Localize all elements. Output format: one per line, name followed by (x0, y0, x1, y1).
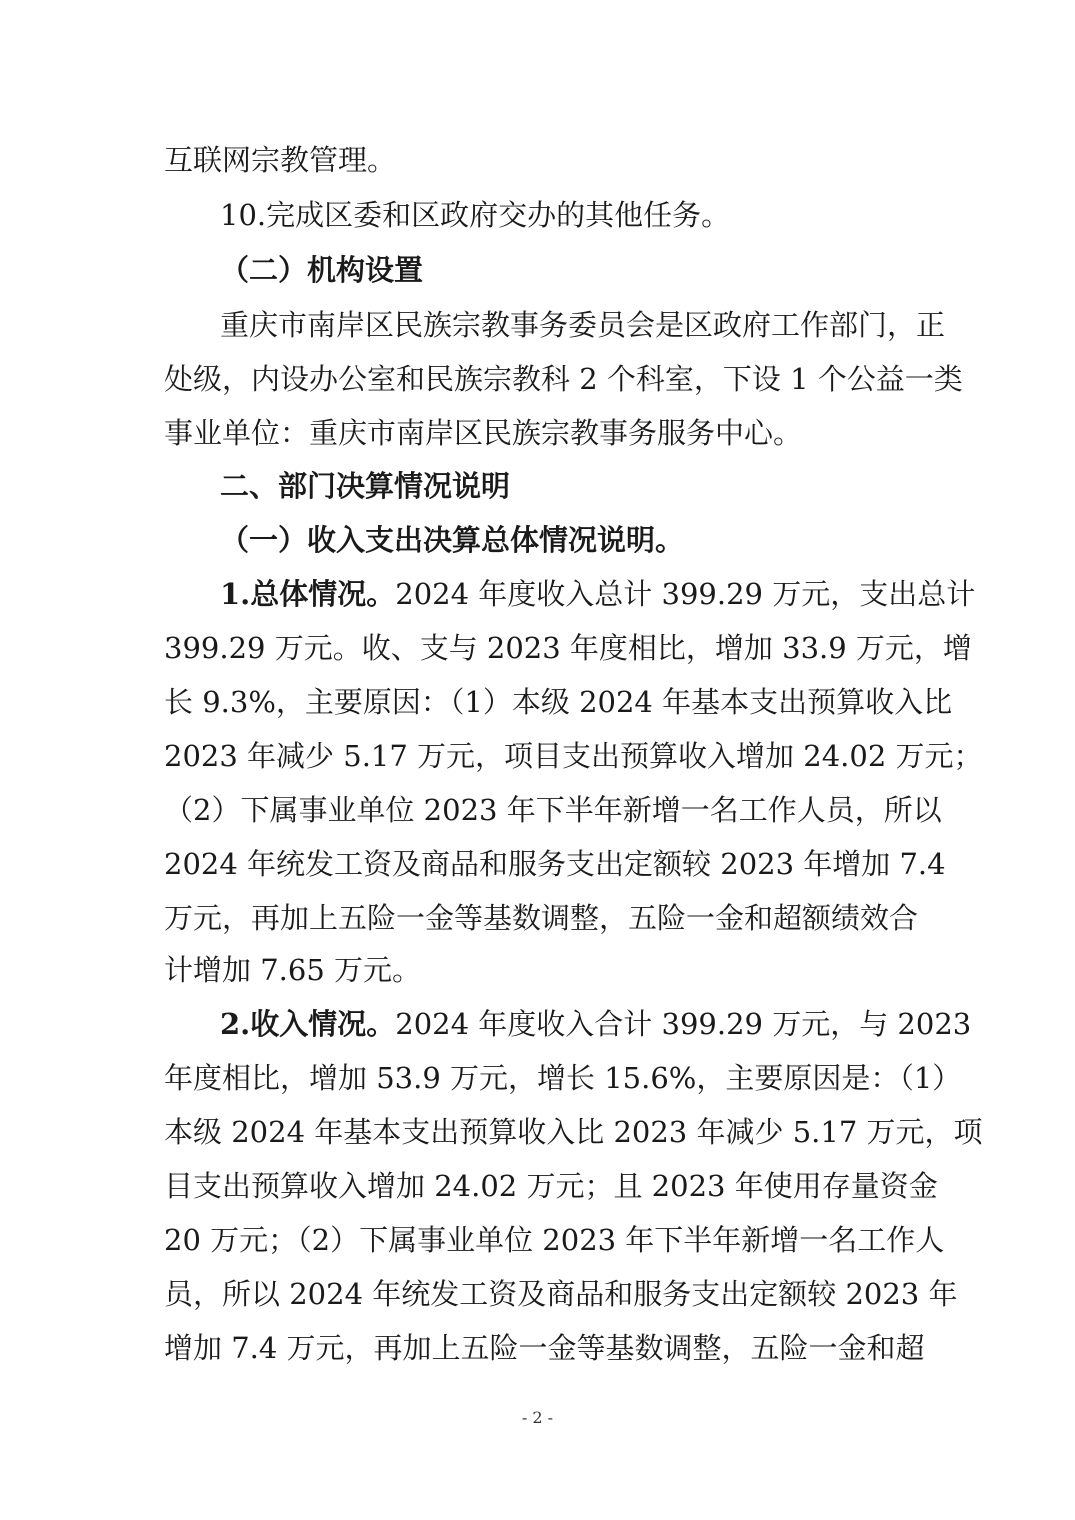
body-text-line: 2023 年减少 5.17 万元，项目支出预算收入增加 24.02 万元； (164, 739, 983, 773)
body-text-line: 事业单位：重庆市南岸区民族宗教事务服务中心。 (164, 416, 803, 450)
body-text-line: 长 9.3%，主要原因：（1）本级 2024 年基本支出预算收入比 (164, 685, 953, 719)
body-text-line: 目支出预算收入增加 24.02 万元；且 2023 年使用存量资金 (164, 1169, 938, 1203)
body-text-line: 本级 2024 年基本支出预算收入比 2023 年减少 5.17 万元，项 (164, 1115, 983, 1149)
body-text-line: 399.29 万元。收、支与 2023 年度相比，增加 33.9 万元，增 (164, 631, 972, 665)
body-text-line: 计增加 7.65 万元。 (164, 953, 422, 987)
body-text-line (220, 574, 976, 614)
body-text-line: 2024 年统发工资及商品和服务支出定额较 2023 年增加 7.4 (164, 847, 946, 881)
body-text-line: 互联网宗教管理。 (164, 143, 397, 177)
body-text-line: 增加 7.4 万元，再加上五险一金等基数调整，五险一金和超 (164, 1331, 925, 1365)
body-text-line: 处级，内设办公室和民族宗教科 2 个科室，下设 1 个公益一类 (164, 362, 963, 396)
item-heading-overall: 1.总体情况。 (220, 577, 396, 611)
body-text-line (220, 1004, 972, 1044)
body-text-line: 重庆市南岸区民族宗教事务委员会是区政府工作部门，正 (220, 308, 946, 342)
body-text-line: 员，所以 2024 年统发工资及商品和服务支出定额较 2023 年 (164, 1277, 958, 1311)
item-text: 2024 年度收入合计 399.29 万元，与 2023 (395, 1007, 972, 1041)
body-text-line: （2）下属事业单位 2023 年下半年新增一名工作人员，所以 (164, 793, 942, 827)
body-text-line: 万元，再加上五险一金等基数调整，五险一金和超额绩效合 (164, 901, 919, 935)
section-heading-final-accounts: 二、部门决算情况说明 (220, 469, 511, 503)
body-text-line: 年度相比，增加 53.9 万元，增长 15.6%，主要原因是：（1） (164, 1061, 962, 1095)
page-number: - 2 - (521, 1408, 554, 1427)
item-text: 2024 年度收入总计 399.29 万元，支出总计 (395, 577, 976, 611)
body-text-line: 10.完成区委和区政府交办的其他任务。 (220, 198, 731, 232)
section-heading-organization: （二）机构设置 (220, 253, 424, 287)
subsection-heading-income-expense: （一）收入支出决算总体情况说明。 (220, 523, 685, 557)
item-heading-income: 2.收入情况。 (220, 1007, 396, 1041)
body-text-line: 20 万元；（2）下属事业单位 2023 年下半年新增一名工作人 (164, 1223, 945, 1257)
